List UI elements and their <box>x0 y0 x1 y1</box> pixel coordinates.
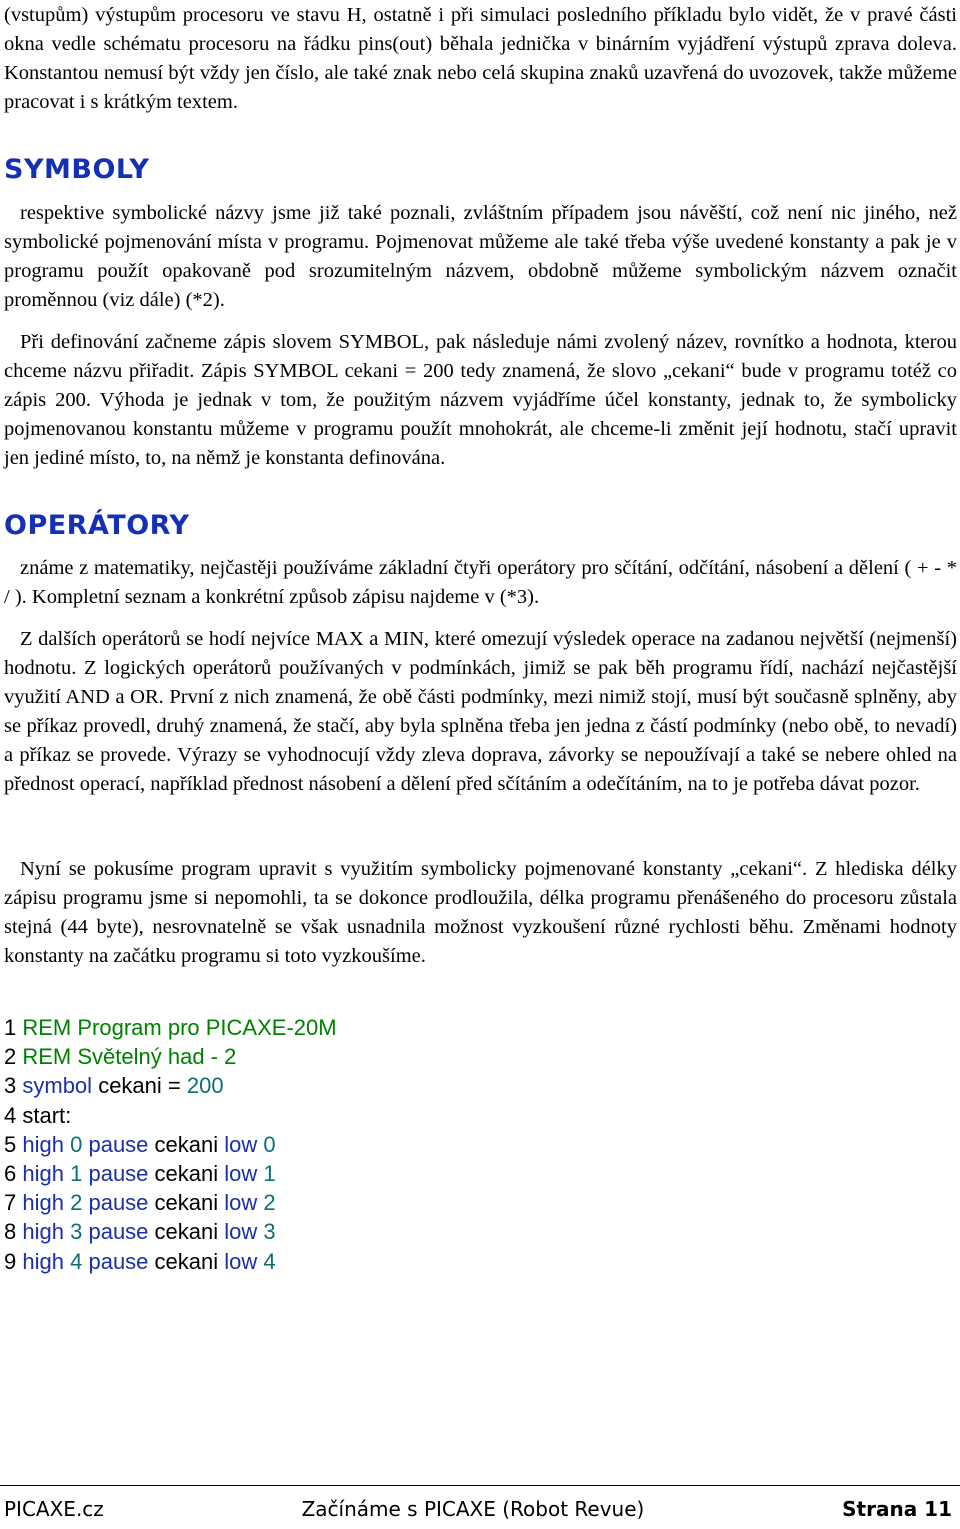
rem-comment: REM Program pro PICAXE-20M <box>22 1015 337 1040</box>
value: 200 <box>186 1073 224 1099</box>
keyword: pause <box>88 1161 149 1187</box>
code-line <box>4 1042 957 1071</box>
intro-paragraph: (vstupům) výstupům procesoru ve stavu H, ostatně i při simulaci posledního příkladu bylo vidět, že v pravé části okna vedle schématu procesoru na řádku pins(out) běhala jednička v binárním vyjádření výstupů zprava doleva. Konstantou nemusí být vždy jen číslo, ale také znak nebo celá skupina znaků uzavřená do uvozovek, takže můžeme pracovat i s krátkým textem. <box>4 4 957 113</box>
value: 1 <box>70 1161 83 1187</box>
keyword: high <box>22 1248 64 1274</box>
keyword: pause <box>88 1248 149 1274</box>
value: 2 <box>263 1190 276 1216</box>
keyword: high <box>22 1161 64 1187</box>
symbol-name: cekani <box>98 1073 162 1099</box>
page-footer <box>4 1497 952 1521</box>
value: 4 <box>70 1248 83 1274</box>
symbol-name: cekani <box>154 1131 219 1157</box>
line-number: 3 <box>4 1073 17 1099</box>
keyword: high <box>22 1219 64 1245</box>
keyword: high <box>22 1131 64 1157</box>
symbol-name: cekani <box>154 1161 219 1187</box>
keyword: pause <box>88 1219 149 1245</box>
footer-publication: Začínáme s PICAXE (Robot Revue) <box>301 1497 645 1521</box>
code-line <box>4 1217 957 1246</box>
code-line <box>4 1188 957 1217</box>
keyword: low <box>224 1161 258 1187</box>
footer-page-number: Strana 11 <box>842 1497 952 1521</box>
line-number: 8 <box>4 1219 17 1245</box>
keyword: low <box>224 1131 258 1157</box>
keyword: low <box>224 1190 258 1216</box>
code-line <box>4 1101 957 1130</box>
keyword: pause <box>88 1190 149 1216</box>
symbol-name: cekani <box>154 1248 219 1274</box>
operatory-paragraph-1: známe z matematiky, nejčastěji používáme základní čtyři operátory pro sčítání, odčítání, násobení a dělení ( + - * / ). Kompletní seznam a konkrétní způsob zápisu najdeme v (*3). <box>4 557 957 608</box>
footer-site: PICAXE.cz <box>4 1497 104 1521</box>
label: start: <box>22 1102 72 1128</box>
line-number: 4 <box>4 1102 17 1128</box>
value: 1 <box>263 1161 276 1187</box>
code-line <box>4 1159 957 1188</box>
keyword: high <box>22 1190 64 1216</box>
program-intro-paragraph: Nyní se pokusíme program upravit s využitím symbolicky pojmenované konstanty „cekani“. Z hlediska délky zápisu programu jsme si nepomohli, ta se dokonce prodloužila, délka programu přenášeného do procesoru zůstala stejná (44 byte), nesrovnatelně se však usnadnila možnost vyzkoušení různé rychlosti běhu. Změnami hodnoty konstanty na začátku programu si toto vyzkoušíme. <box>4 858 957 967</box>
section-heading-operatory: OPERÁTORY <box>4 510 190 541</box>
code-line <box>4 1247 957 1276</box>
document-page <box>4 0 957 1276</box>
keyword: pause <box>88 1131 149 1157</box>
keyword: low <box>224 1219 258 1245</box>
value: 3 <box>263 1219 276 1245</box>
value: 4 <box>263 1248 276 1274</box>
line-number: 2 <box>4 1044 17 1070</box>
line-number: 5 <box>4 1131 17 1157</box>
symboly-paragraph-1: respektive symbolické názvy jsme již také poznali, zvláštním případem jsou návěští, což není nic jiného, než symbolické pojmenování místa v programu. Pojmenovat můžeme ale také třeba výše uvedené konstanty a pak je v programu použít opakovaně pod srozumitelným názvem, obdobně můžeme symbolickým názvem označit proměnnou (viz dále) (*2). <box>4 202 957 311</box>
code-line <box>4 1130 957 1159</box>
line-number: 1 <box>4 1015 17 1040</box>
operator: = <box>167 1073 181 1099</box>
keyword: symbol <box>22 1073 93 1099</box>
symbol-name: cekani <box>154 1190 219 1216</box>
code-listing <box>4 1013 957 1276</box>
value: 0 <box>263 1131 276 1157</box>
symboly-paragraph-2: Při definování začneme zápis slovem SYMBOL, pak následuje námi zvolený název, rovnítko a hodnota, kterou chceme názvu přiřadit. Zápis SYMBOL cekani = 200 tedy znamená, že slovo „cekani“ bude v programu totéž co zápis 200. Výhoda je jednak v tom, že použitým názvem vyjádříme účel konstanty, jednak to, že symbolicky pojmenovanou konstantu můžeme v programu použít mnohokrát, ale chceme-li změnit její hodnotu, stačí upravit jen jediné místo, to, na němž je konstanta definována. <box>4 331 957 469</box>
footer-divider <box>0 1485 960 1486</box>
symbol-name: cekani <box>154 1219 219 1245</box>
line-number: 6 <box>4 1161 17 1187</box>
keyword: low <box>224 1248 258 1274</box>
operatory-paragraph-2: Z dalších operátorů se hodí nejvíce MAX a MIN, které omezují výsledek operace na zadanou největší (nejmenší) hodnotu. Z logických operátorů používaných v podmínkách, jimiž se pak běh programu řídí, nachází nejčastější využití AND a OR. První z nich znamená, že obě části podmínky, mezi nimiž stojí, musí být současně splněny, aby se příkaz provedl, druhý znamená, že stačí, aby byla splněna třeba jen jedna z částí podmínky (nebo obě, to nevadí) a příkaz se provede. Výrazy se vyhodnocují vždy zleva doprava, závorky se nepoužívají a také se nebere ohled na přednost operací, například přednost násobení a dělení před sčítáním a odečítáním, na to je potřeba dávat pozor. <box>4 628 957 795</box>
line-number: 7 <box>4 1190 17 1216</box>
value: 2 <box>70 1190 83 1216</box>
value: 3 <box>70 1219 83 1245</box>
line-number: 9 <box>4 1248 17 1274</box>
value: 0 <box>70 1131 83 1157</box>
rem-comment: REM Světelný had - 2 <box>22 1044 237 1070</box>
code-line <box>4 1071 957 1100</box>
code-line <box>4 1013 957 1042</box>
section-heading-symboly: SYMBOLY <box>4 154 150 185</box>
